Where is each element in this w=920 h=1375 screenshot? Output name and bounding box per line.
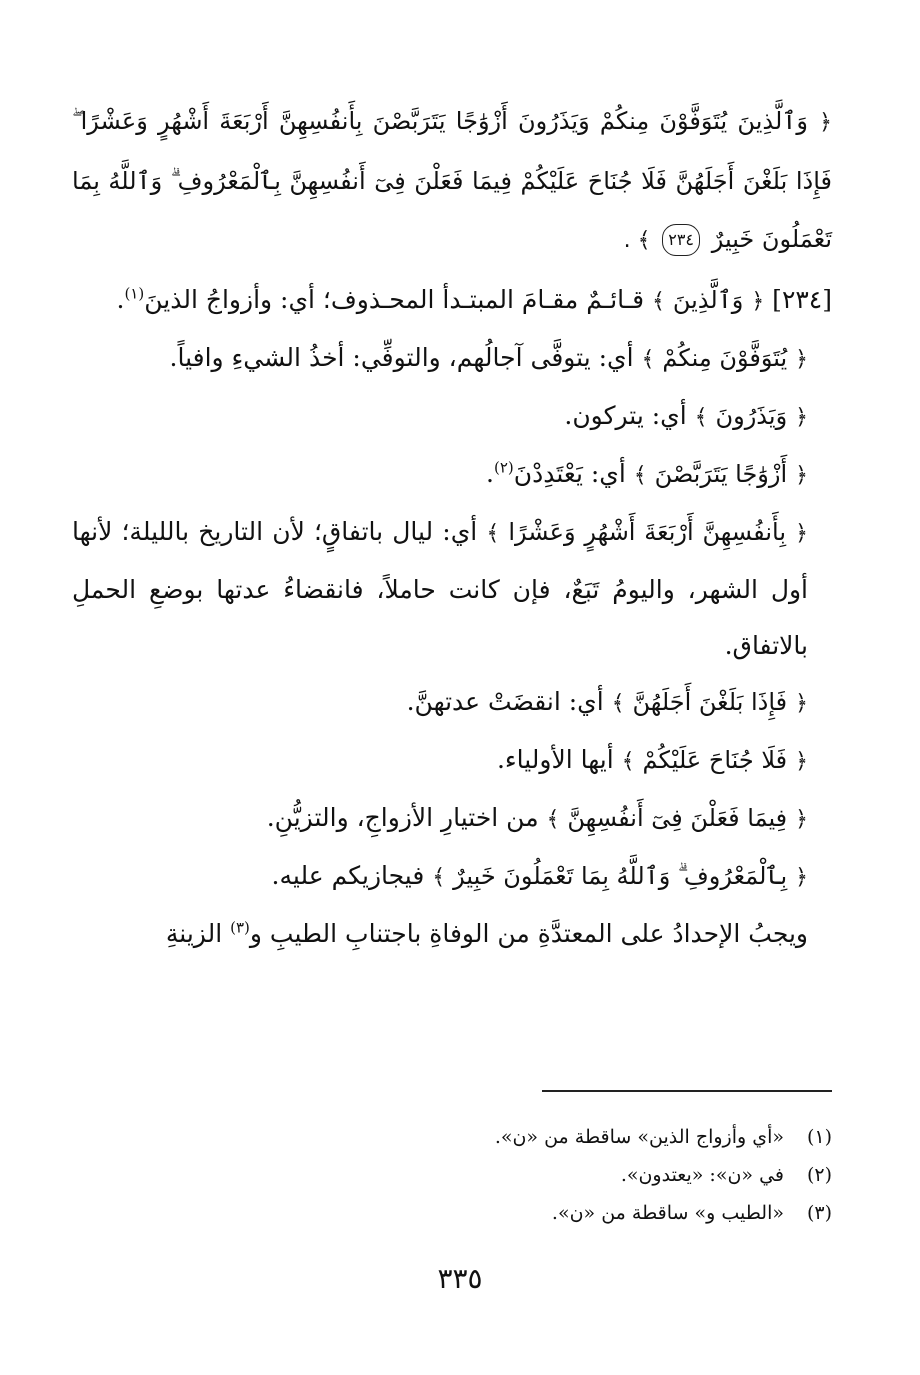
quote-close-brace: ﴾ [611,691,625,716]
quran-verse-block [72,92,832,270]
quote-open-brace: ﴿ [795,865,808,890]
commentary-text: أي: يتركون. [564,401,687,430]
footnote-divider [542,1090,832,1092]
footnote-2 [72,1156,832,1194]
quote-close-brace: ﴾ [652,289,665,314]
quoted-phrase: فِيمَا فَعَلْنَ فِىٓ أَنفُسِهِنَّ [567,804,788,832]
quoted-phrase: فَلَا جُنَاحَ عَلَيْكُمْ [642,746,788,774]
commentary-text: قـائـمٌ مقـامَ المبتـدأ المحـذوف؛ أي: وأزواجُ الذينَ [144,285,645,314]
commentary-text: من اختيارِ الأزواجِ، والتزيُّنِ. [266,803,539,832]
commentary-paragraph-3 [72,388,832,446]
footnote-text: في «ن»: «يعتدون». [620,1164,784,1186]
verse-close-brace: ﴾ . [623,228,651,253]
quote-open-brace: ﴿ [795,521,809,546]
footnote-number: (٢) [806,1164,832,1186]
page-number: ٣٣٥ [437,1262,483,1295]
quote-close-brace: ﴾ [546,807,560,832]
commentary-text: أي: يَعْتَدِدْنَ [513,459,626,488]
quote-open-brace: ﴿ [795,807,808,832]
footnote-ref: (١) [124,284,145,303]
commentary-paragraph-9 [72,848,832,906]
commentary-paragraph-7 [72,732,832,790]
quoted-phrase: وَٱلَّذِينَ [672,286,744,314]
footnote-ref: (٣) [230,918,250,937]
commentary-paragraph-6 [72,674,832,732]
commentary-paragraph-5 [72,504,832,674]
verse-text: وَٱلَّذِينَ يُتَوَفَّوْنَ مِنكُمْ وَيَذَرُونَ أَزْوَٰجًا يَتَرَبَّصْنَ بِأَنفُسِهِنَّ أَرْبَعَةَ أَشْهُرٍ وَعَشْرًا ۖ فَإِذَا بَلَغْنَ أَجَلَهُنَّ فَلَا جُنَاحَ عَلَيْكُمْ فِيمَا فَعَلْنَ فِىٓ أَنفُسِهِنَّ بِٱلْمَعْرُوفِ ۗ وَٱللَّهُ بِمَا تَعْمَلُونَ خَبِيرٌ [72,107,832,253]
footnote-text: «الطيب و» ساقطة من «ن». [551,1202,784,1224]
commentary-tail: . [486,459,494,488]
quoted-phrase: أَزْوَٰجًا يَتَرَبَّصْنَ [654,460,788,488]
quote-open-brace: ﴿ [795,691,808,716]
quote-close-brace: ﴾ [641,347,655,372]
commentary-text: أي: انقضَتْ عدتهنَّ. [406,687,604,716]
footnote-3 [72,1194,832,1232]
verse-open-brace: ﴿ [819,110,832,135]
footnote-ref: (٢) [493,458,514,477]
footnote-1 [72,1118,832,1156]
commentary-paragraph-4 [72,446,832,504]
quoted-phrase: يُتَوَفَّوْنَ مِنكُمْ [662,344,788,372]
commentary-paragraph-10 [72,906,832,962]
commentary-paragraph-1 [72,272,832,330]
quoted-phrase: بِأَنفُسِهِنَّ أَرْبَعَةَ أَشْهُرٍ وَعَشْرًا [508,518,786,546]
quoted-phrase: فَإِذَا بَلَغْنَ أَجَلَهُنَّ [632,688,788,716]
quote-open-brace: ﴿ [795,749,808,774]
quote-close-brace: ﴾ [621,749,635,774]
quote-close-brace: ﴾ [633,463,647,488]
footnote-text: «أي وأزواج الذين» ساقطة من «ن». [494,1126,784,1148]
commentary-tail: الزينةِ [165,919,231,948]
commentary-text: أيها الأولياء. [496,745,614,774]
commentary-text: فيجازيكم عليه. [271,861,425,890]
verse-number-ref: [٢٣٤] [772,285,832,314]
commentary-text: أي: يتوفَّى آجالُهم، والتوفِّي: أخذُ الشيءِ وافياً. [169,343,634,372]
quote-close-brace: ﴾ [432,865,446,890]
commentary-paragraph-2 [72,330,832,388]
quoted-phrase: وَيَذَرُونَ [715,402,788,430]
commentary-text: ويجبُ الإحدادُ على المعتدَّةِ من الوفاةِ باجتنابِ الطيبِ و [249,919,808,948]
commentary-body [72,272,832,962]
quoted-phrase: بِٱلْمَعْرُوفِ ۗ وَٱللَّهُ بِمَا تَعْمَلُونَ خَبِيرٌ [453,862,788,890]
quote-close-brace: ﴾ [694,405,708,430]
commentary-tail: . [116,285,125,314]
commentary-paragraph-8 [72,790,832,848]
footnote-number: (٣) [806,1202,832,1224]
quote-open-brace: ﴿ [795,405,808,430]
quote-close-brace: ﴾ [486,521,500,546]
quote-open-brace: ﴿ [795,463,808,488]
quote-open-brace: ﴿ [795,347,808,372]
commentary-text: أي: ليال باتفاقٍ؛ لأن التاريخ بالليلة؛ لأنها أول الشهر، واليومُ تَبَعٌ، فإن كانت حاملاً، فانقضاءُ عدتها بوضعِ الحملِ بالاتفاق. [72,517,808,660]
ayah-number-marker: ٢٣٤ [662,224,700,256]
footnotes-section [72,1118,832,1232]
footnote-number: (١) [806,1126,832,1148]
quote-open-brace: ﴿ [751,289,765,314]
